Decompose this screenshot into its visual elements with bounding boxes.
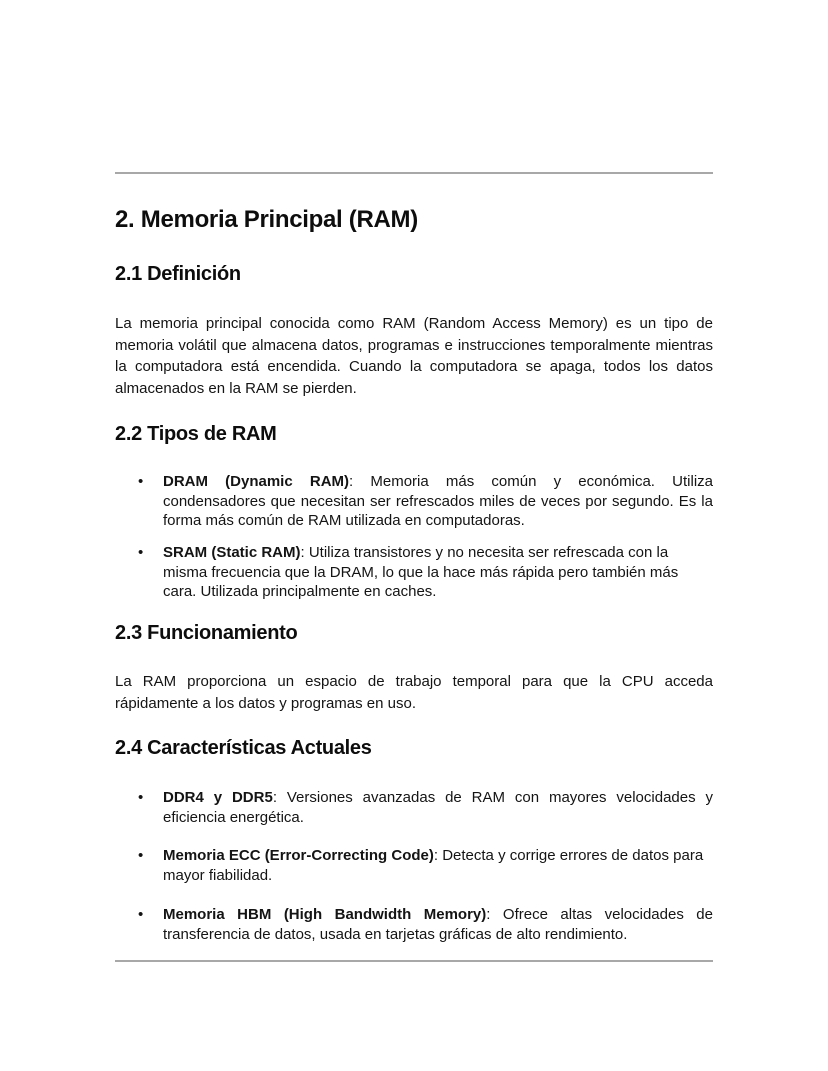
list-item-sram xyxy=(115,543,713,602)
section-title: 2. Memoria Principal (RAM) xyxy=(115,206,418,233)
term-ddr: DDR4 y DDR5 xyxy=(163,789,273,806)
paragraph-definicion: La memoria principal conocida como RAM (Random Access Memory) es un tipo de memoria volátil que almacena datos, programas e instrucciones temporalmente mientras la computadora está encendida. Cuando la computadora se apaga, todos los datos almacenados en la RAM se pierden. xyxy=(115,315,713,397)
desc-hbm: : Ofrece altas velocidades de transferencia de datos, usada en tarjetas gráficas de alto rendimiento. xyxy=(163,906,713,943)
top-divider xyxy=(115,172,713,174)
list-tipos-ram-2 xyxy=(115,543,713,602)
term-sram: SRAM (Static RAM) xyxy=(163,544,301,561)
list-tipos-ram xyxy=(115,472,713,531)
bullet-icon: • xyxy=(138,789,144,806)
heading-funcionamiento: 2.3 Funcionamiento xyxy=(115,622,298,644)
list-item-ddr xyxy=(115,788,713,827)
desc-ddr: : Versiones avanzadas de RAM con mayores velocidades y eficiencia energética. xyxy=(163,789,713,826)
heading-tipos-ram: 2.2 Tipos de RAM xyxy=(115,423,277,445)
desc-sram: : Utiliza transistores y no necesita ser refrescada con la misma frecuencia que la DRAM, lo que la hace más rápida pero también más cara. Utilizada principalmente en caches. xyxy=(163,544,679,600)
heading-caracteristicas: 2.4 Características Actuales xyxy=(115,737,372,759)
heading-definicion: 2.1 Definición xyxy=(115,263,241,285)
bullet-icon: • xyxy=(138,473,144,490)
list-caracteristicas-1 xyxy=(115,788,713,827)
list-caracteristicas-2 xyxy=(115,846,713,885)
list-item-ecc xyxy=(115,846,713,885)
list-caracteristicas-3 xyxy=(115,905,713,944)
list-item-hbm xyxy=(115,905,713,944)
bullet-icon: • xyxy=(138,847,144,864)
paragraph-funcionamiento: La RAM proporciona un espacio de trabajo temporal para que la CPU acceda rápidamente a los datos y programas en uso. xyxy=(115,673,713,712)
term-dram: DRAM (Dynamic RAM) xyxy=(163,473,350,490)
desc-dram: : Memoria más común y económica. Utiliza condensadores que necesitan ser refrescados miles de veces por segundo. Es la forma más común de RAM utilizada en computadoras. xyxy=(163,473,713,529)
bullet-icon: • xyxy=(138,906,144,923)
list-item-dram xyxy=(115,472,713,531)
bullet-icon: • xyxy=(138,544,144,561)
bottom-divider xyxy=(115,960,713,962)
desc-ecc: : Detecta y corrige errores de datos para mayor fiabilidad. xyxy=(163,847,704,884)
term-hbm: Memoria HBM (High Bandwidth Memory) xyxy=(163,906,487,923)
term-ecc: Memoria ECC (Error-Correcting Code) xyxy=(163,847,434,864)
